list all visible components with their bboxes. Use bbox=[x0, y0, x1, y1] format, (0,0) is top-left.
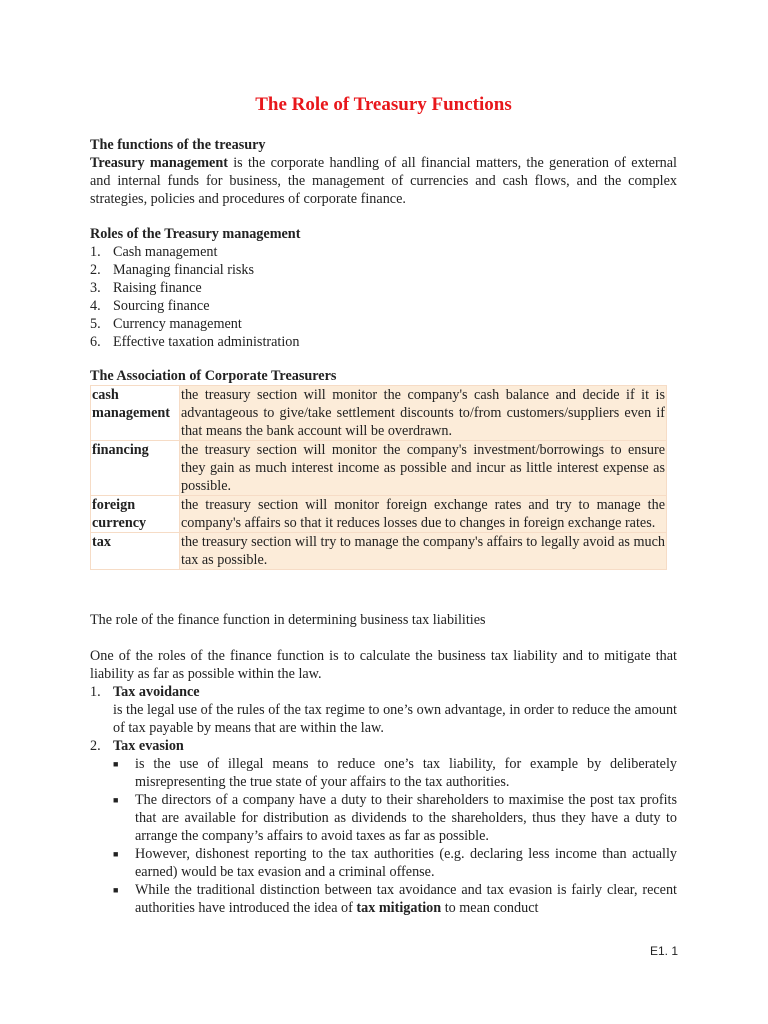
list-item bbox=[90, 243, 677, 261]
table-row bbox=[91, 533, 667, 570]
tax-evasion-bullets bbox=[90, 755, 677, 917]
list-number: 1. bbox=[90, 684, 101, 700]
association-heading: The Association of Corporate Treasurers bbox=[90, 368, 337, 384]
list-number: 1. bbox=[90, 244, 101, 260]
list-item-label: Sourcing finance bbox=[113, 298, 210, 314]
functions-heading: The functions of the treasury bbox=[90, 137, 266, 153]
list-number: 4. bbox=[90, 298, 101, 314]
table-key: cash management bbox=[91, 386, 180, 441]
table-row bbox=[91, 496, 667, 533]
list-number: 3. bbox=[90, 280, 101, 296]
square-bullet-icon: ■ bbox=[113, 885, 119, 895]
list-item bbox=[90, 755, 677, 791]
list-item-tax-avoidance bbox=[90, 683, 677, 737]
square-bullet-icon: ■ bbox=[113, 759, 119, 769]
roles-section bbox=[90, 225, 677, 351]
association-table bbox=[90, 385, 667, 570]
table-row bbox=[91, 441, 667, 496]
finance-role-intro: One of the roles of the finance function is to calculate the business tax liability and to mitigate that liability as far as possible within the law. bbox=[90, 648, 677, 682]
list-item bbox=[90, 881, 677, 917]
table-key: tax bbox=[91, 533, 180, 570]
square-bullet-icon: ■ bbox=[113, 849, 119, 859]
tax-section bbox=[90, 683, 677, 917]
tax-evasion-label: Tax evasion bbox=[113, 738, 184, 754]
list-item bbox=[90, 791, 677, 845]
list-item-label: Raising finance bbox=[113, 280, 202, 296]
table-value: the treasury section will monitor the company's cash balance and decide if it is advantageous to give/take settlement discounts to/from customers/suppliers even if that means the bank account will be overdrawn. bbox=[181, 387, 665, 439]
functions-paragraph bbox=[90, 154, 677, 208]
treasury-management-term: Treasury management bbox=[90, 155, 228, 171]
list-number: 2. bbox=[90, 262, 101, 278]
bullet-text: However, dishonest reporting to the tax authorities (e.g. declaring less income than actually earned) would be tax evasion and a criminal offense. bbox=[135, 846, 677, 880]
functions-section bbox=[90, 136, 677, 208]
bullet-text: is the use of illegal means to reduce one’s tax liability, for example by deliberately misrepresenting the true state of your affairs to the tax authorities. bbox=[135, 756, 677, 790]
list-number: 6. bbox=[90, 334, 101, 350]
tax-avoidance-text: is the legal use of the rules of the tax regime to one’s own advantage, in order to reduce the amount of tax payable by means that are within the law. bbox=[113, 702, 677, 736]
list-item-label: Managing financial risks bbox=[113, 262, 255, 278]
table-key: financing bbox=[91, 441, 180, 496]
table-value: the treasury section will monitor the company's investment/borrowings to ensure they gain as much interest income as possible and incur as little interest expense as possible. bbox=[181, 442, 665, 494]
roles-heading: Roles of the Treasury management bbox=[90, 226, 301, 242]
list-item-label: Currency management bbox=[113, 316, 242, 332]
table-value: the treasury section will try to manage the company's affairs to legally avoid as much tax as possible. bbox=[181, 534, 665, 568]
tax-avoidance-label: Tax avoidance bbox=[113, 684, 200, 700]
tax-list bbox=[90, 683, 677, 755]
table-row bbox=[91, 386, 667, 441]
list-item bbox=[90, 315, 677, 333]
list-item-label: Effective taxation administration bbox=[113, 334, 300, 350]
finance-role-heading: The role of the finance function in determining business tax liabilities bbox=[90, 612, 486, 628]
list-item-tax-evasion bbox=[90, 737, 677, 755]
list-item bbox=[90, 845, 677, 881]
association-section bbox=[90, 367, 677, 570]
list-item-label: Cash management bbox=[113, 244, 218, 260]
roles-list bbox=[90, 243, 677, 351]
document-title: The Role of Treasury Functions bbox=[255, 94, 512, 115]
tax-mitigation-term: tax mitigation bbox=[356, 900, 442, 916]
list-item bbox=[90, 333, 677, 351]
square-bullet-icon: ■ bbox=[113, 795, 119, 805]
table-key: foreign currency bbox=[91, 496, 180, 533]
list-number: 2. bbox=[90, 738, 101, 754]
functions-text: is the corporate handling of all financial matters, the generation of external and internal funds for business, the management of currencies and cash flows, and the complex strategies, policies and procedures of corporate finance. bbox=[90, 155, 677, 207]
bullet-text-end: to mean conduct bbox=[441, 900, 539, 916]
list-number: 5. bbox=[90, 316, 101, 332]
list-item bbox=[90, 297, 677, 315]
list-item bbox=[90, 279, 677, 297]
bullet-text: While the traditional distinction between tax avoidance and tax evasion is fairly clear, recent authorities have introduced the idea of bbox=[135, 882, 677, 916]
list-item bbox=[90, 261, 677, 279]
bullet-text: The directors of a company have a duty to their shareholders to maximise the post tax profits that are available for distribution as dividends to the shareholders, thus they have a duty to arrange the company’s affairs to avoid taxes as far as possible. bbox=[135, 792, 677, 844]
page-number: E1. 1 bbox=[649, 944, 678, 958]
table-value: the treasury section will monitor foreign exchange rates and try to manage the company's affairs so that it reduces losses due to changes in foreign exchange rates. bbox=[181, 497, 665, 531]
